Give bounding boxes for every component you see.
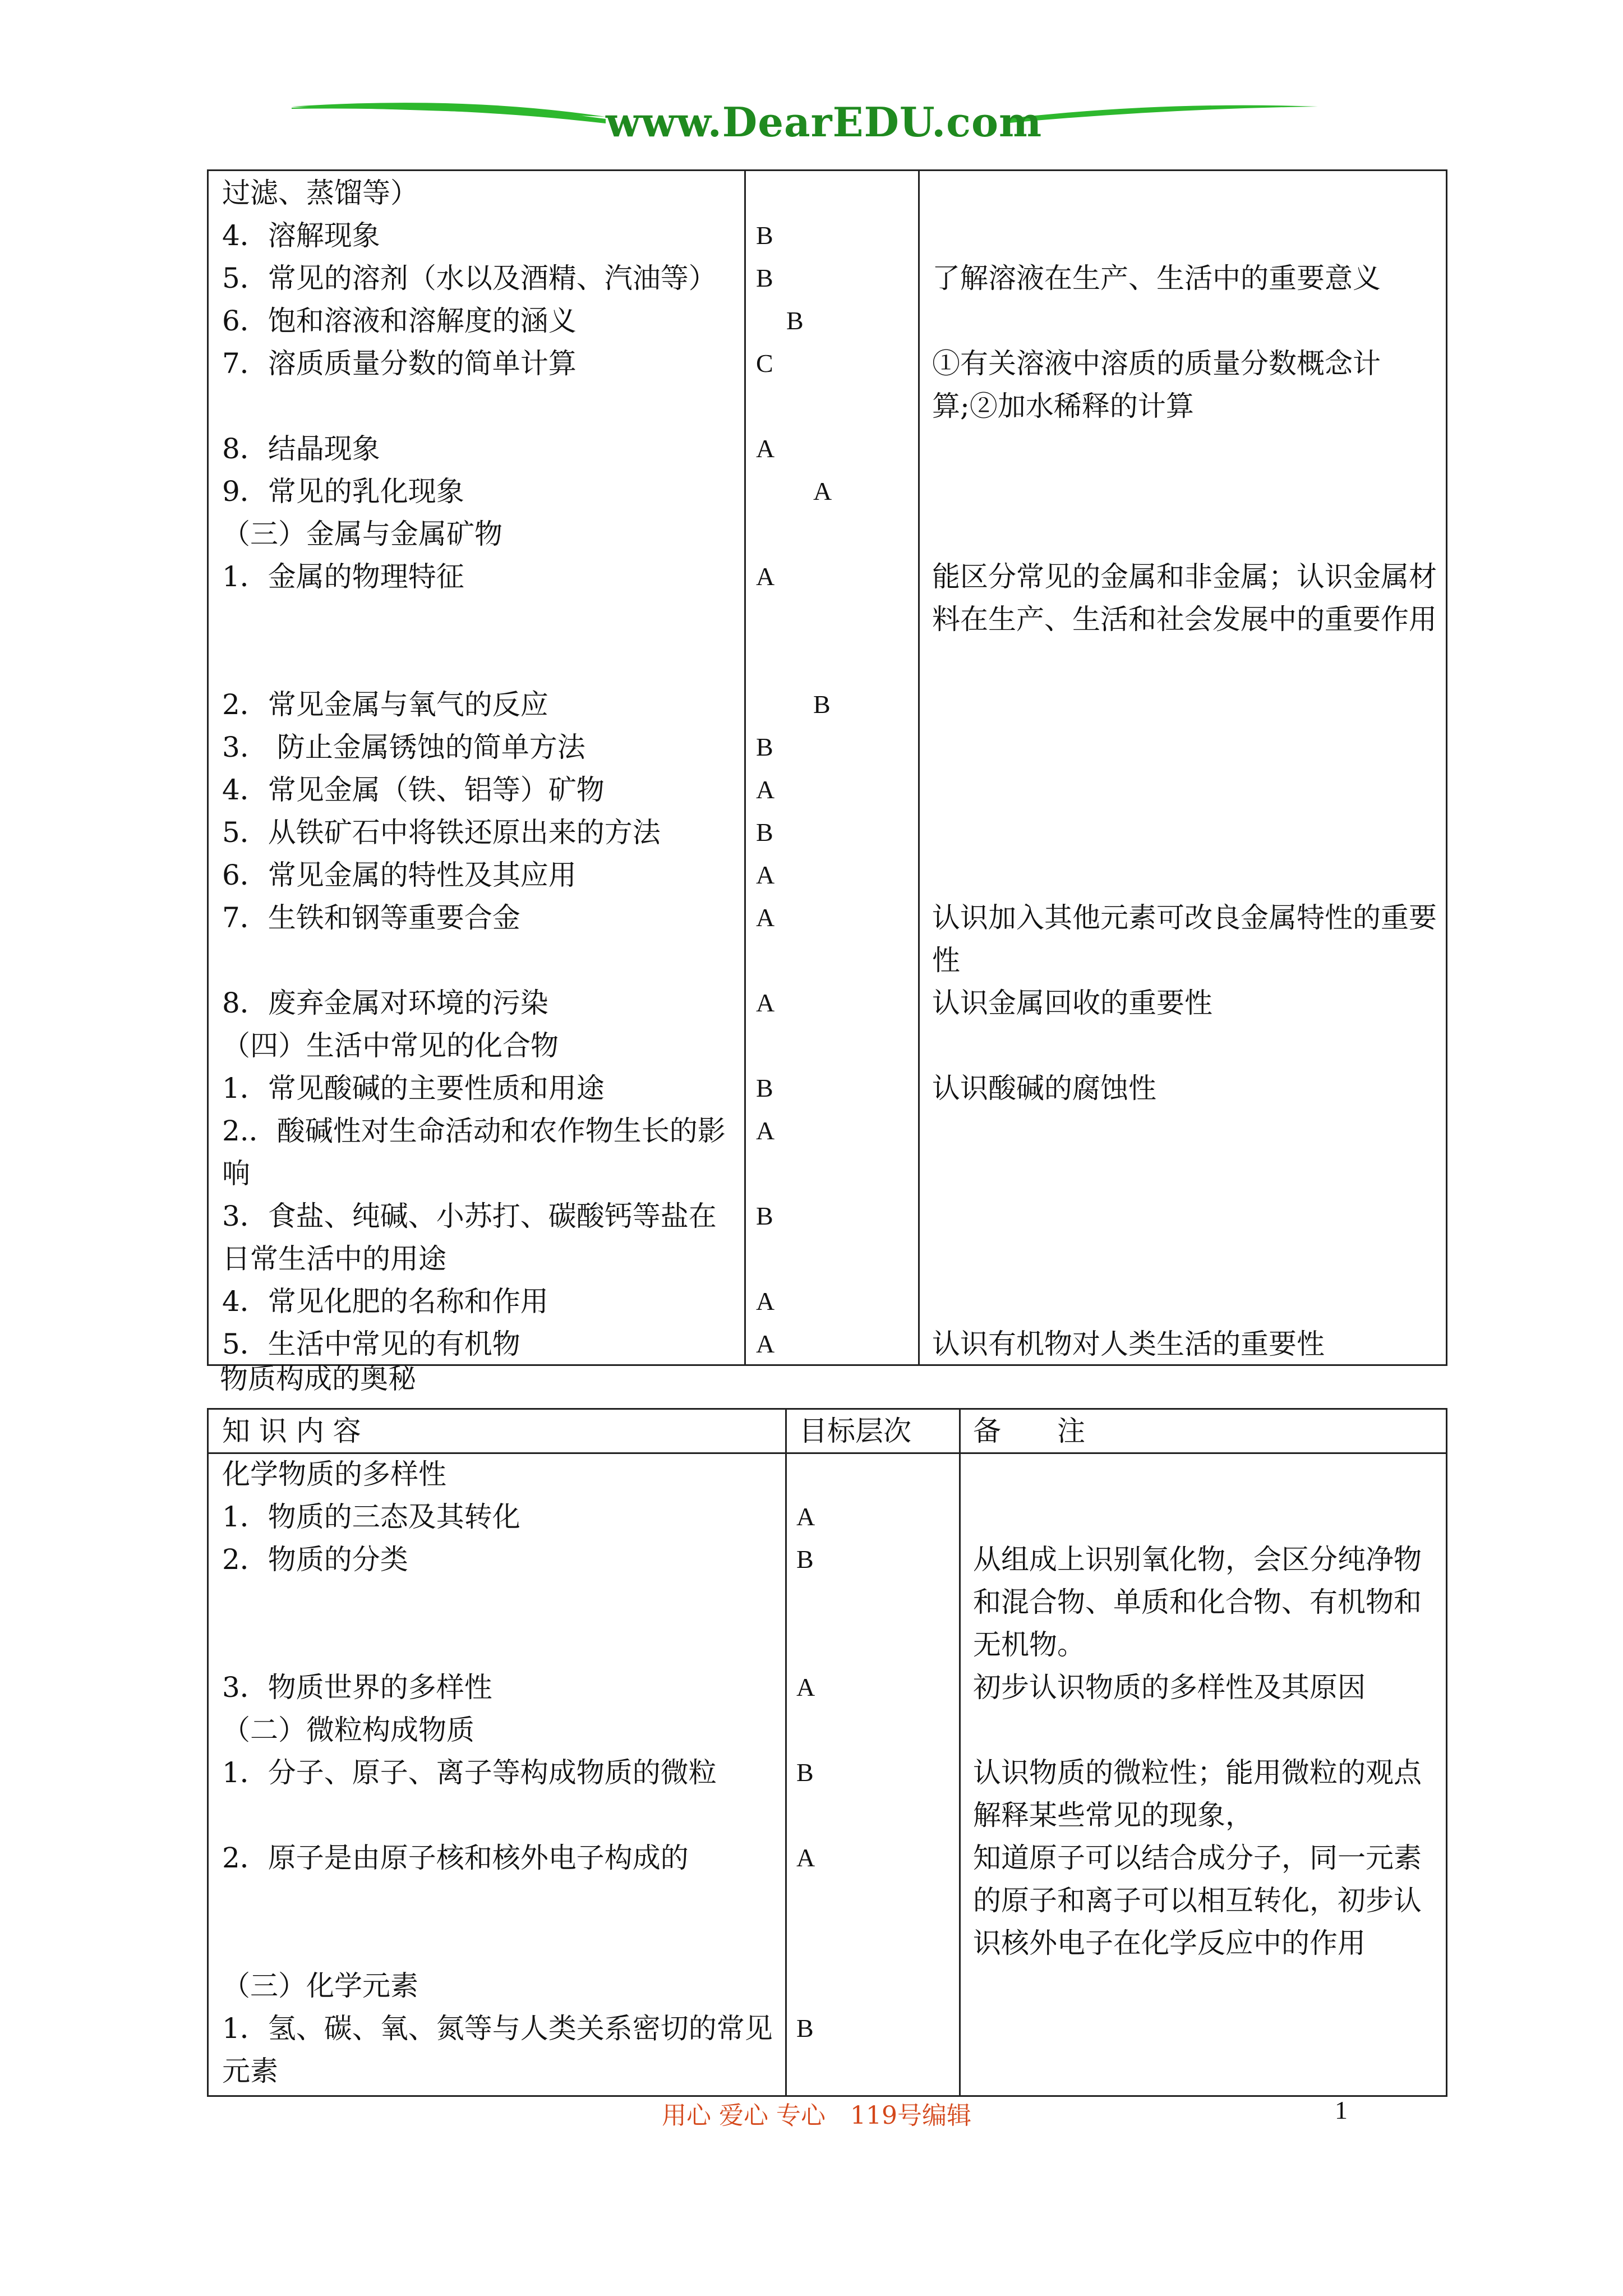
table-row-note: 认识有机物对人类生活的重要性 — [932, 1328, 1325, 1360]
table-row-level: B — [796, 1758, 814, 1787]
table-row-note: 认识物质的微粒性；能用微粒的观点解释某些常见的现象， — [973, 1756, 1422, 1832]
table-row-content: （三）化学元素 — [222, 1970, 418, 2002]
table-row-level: B — [813, 690, 831, 719]
table-row-content: 4．溶解现象 — [222, 219, 380, 252]
column-header-note: 备 注 — [973, 1415, 1085, 1447]
table-row-level: B — [756, 264, 773, 292]
table-row-content: 7．溶质质量分数的简单计算 — [222, 347, 577, 380]
table-row-content: 5．生活中常见的有机物 — [222, 1328, 520, 1360]
table-row-level: A — [813, 477, 832, 505]
table-row-level: B — [756, 1074, 773, 1102]
table-row-content: 3. 防止金属锈蚀的简单方法 — [222, 731, 585, 763]
table-row-level: A — [756, 903, 775, 932]
table-row-content: （四）生活中常见的化合物 — [222, 1029, 559, 1062]
table-row-level: A — [796, 1843, 815, 1872]
table-row-content: （二）微粒构成物质 — [222, 1714, 474, 1746]
table-row-level: A — [796, 1673, 815, 1701]
page-number: 1 — [1335, 2096, 1348, 2124]
table-row-note: 认识金属回收的重要性 — [932, 987, 1212, 1019]
table-row-content: 7．生铁和钢等重要合金 — [222, 901, 520, 934]
table-row-content: 化学物质的多样性 — [222, 1458, 446, 1490]
table-row-level: B — [756, 1202, 773, 1230]
table-row-content: 6．饱和溶液和溶解度的涵义 — [222, 305, 577, 337]
section-title: 物质构成的奥秘 — [220, 1363, 416, 1395]
table-row-level: A — [796, 1502, 815, 1531]
table-row-note: 了解溶液在生产、生活中的重要意义 — [932, 262, 1381, 295]
table-row-content: 2．常见金属与氧气的反应 — [222, 688, 548, 721]
table-row-note: 初步认识物质的多样性及其原因 — [973, 1671, 1366, 1704]
table-row-level: A — [756, 775, 775, 804]
site-banner — [292, 84, 1318, 151]
table-row-level: A — [756, 434, 775, 463]
column-header-content: 知 识 内 容 — [222, 1415, 361, 1447]
table-row-level: A — [756, 1287, 775, 1315]
table-row-level: B — [786, 306, 804, 335]
table-row-content: 5．常见的溶剂（水以及酒精、汽油等） — [222, 262, 717, 295]
table-row-content: 8．结晶现象 — [222, 432, 380, 465]
table-row-level: B — [756, 818, 773, 846]
table-row-level: A — [756, 988, 775, 1017]
table-row-level: B — [756, 733, 773, 761]
table-row-content: 2．原子是由原子核和核外电子构成的 — [222, 1842, 689, 1874]
table-row-content: 4．常见金属（铁、铝等）矿物 — [222, 774, 605, 806]
table-row-note: 知道原子可以结合成分子，同一元素的原子和离子可以相互转化，初步认识核外电子在化学反应中的作用 — [973, 1842, 1422, 1959]
table-row-level: A — [756, 1329, 775, 1358]
table-row-content: 1．分子、原子、离子等构成物质的微粒 — [222, 1756, 717, 1789]
table-row-content: 1．物质的三态及其转化 — [222, 1501, 520, 1533]
table-row-note: 从组成上识别氧化物，会区分纯净物和混合物、单质和化合物、有机物和无机物。 — [973, 1543, 1422, 1661]
table-row-content: 3．食盐、纯碱、小苏打、碳酸钙等盐在日常生活中的用途 — [222, 1200, 717, 1275]
table-row-content: 过滤、蒸馏等） — [222, 177, 418, 209]
table-row-content: （三）金属与金属矿物 — [222, 518, 502, 550]
table-row-content: 8．废弃金属对环境的污染 — [222, 987, 548, 1019]
table-row-note: ①有关溶液中溶质的质量分数概念计算;②加水稀释的计算 — [932, 347, 1381, 422]
table-row-content: 1．金属的物理特征 — [222, 560, 464, 593]
table-row-content: 9．常见的乳化现象 — [222, 475, 464, 508]
footer-text: 用心 爱心 专心 119号编辑 — [662, 2101, 971, 2130]
table-row-level: A — [756, 861, 775, 889]
table-row-content: 1．氢、碳、氧、氮等与人类关系密切的常见元素 — [222, 2012, 773, 2087]
table-row-content: 4．常见化肥的名称和作用 — [222, 1285, 548, 1318]
table-row-level: B — [796, 1545, 814, 1573]
table-row-level: B — [796, 2014, 814, 2042]
table-row-note: 能区分常见的金属和非金属；认识金属材料在生产、生活和社会发展中的重要作用 — [932, 560, 1437, 636]
table-row-content: 2.．酸碱性对生命活动和农作物生长的影响 — [222, 1115, 726, 1190]
table-row-level: C — [756, 349, 773, 378]
table-row-level: A — [756, 562, 775, 591]
table-row-content: 5．从铁矿石中将铁还原出来的方法 — [222, 816, 661, 849]
column-header-level: 目标层次 — [799, 1415, 911, 1447]
table-row-content: 6．常见金属的特性及其应用 — [222, 859, 577, 891]
table-row-content: 1．常见酸碱的主要性质和用途 — [222, 1072, 605, 1105]
table-row-level: A — [756, 1116, 775, 1145]
table-row-note: 认识加入其他元素可改良金属特性的重要性 — [932, 901, 1437, 977]
table-row-content: 2．物质的分类 — [222, 1543, 408, 1576]
table-row-note: 认识酸碱的腐蚀性 — [932, 1072, 1156, 1105]
table-row-level: B — [756, 221, 773, 250]
site-url: www.DearEDU.com — [606, 98, 1043, 146]
table-row-content: 3．物质世界的多样性 — [222, 1671, 492, 1704]
